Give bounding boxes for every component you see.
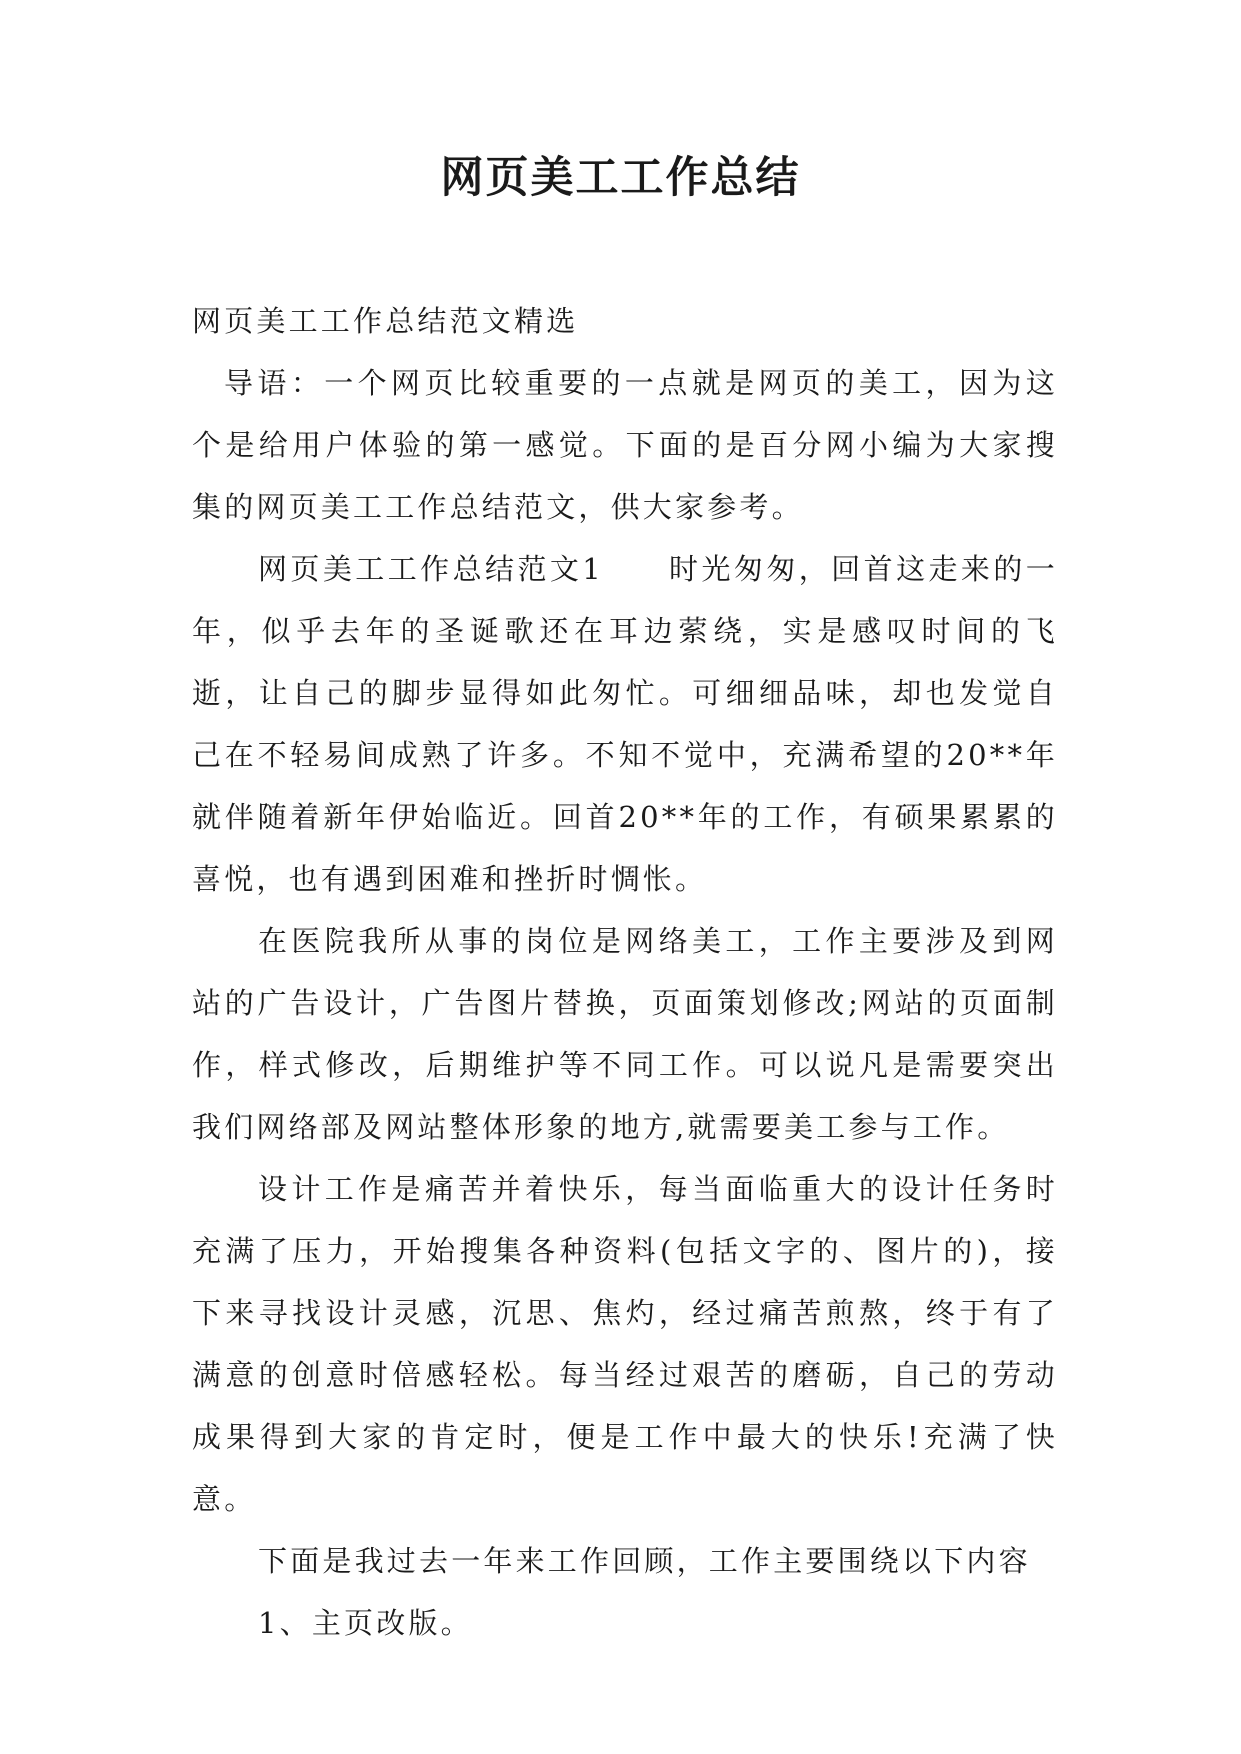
- document-title: 网页美工工作总结: [440, 153, 801, 203]
- document-body: [192, 290, 1058, 1654]
- paragraph-design-work: 设计工作是痛苦并着快乐，每当面临重大的设计任务时充满了压力，开始搜集各种资料(包括文字的、图片的)，接下来寻找设计灵感，沉思、焦灼，经过痛苦煎熬，终于有了满意的创意时倍感轻松。每当经过艰苦的磨砺，自己的劳动成果得到大家的肯定时，便是工作中最大的快乐!充满了快意。: [192, 1172, 1058, 1516]
- paragraph-review-intro: 下面是我过去一年来工作回顾，工作主要围绕以下内容: [258, 1544, 1031, 1578]
- paragraph-position: 在医院我所从事的岗位是网络美工，工作主要涉及到网站的广告设计，广告图片替换，页面策划修改;网站的页面制作，样式修改，后期维护等不同工作。可以说凡是需要突出我们网络部及网站整体形象的地方,就需要美工参与工作。: [192, 924, 1058, 1144]
- paragraph-intro: 导语：一个网页比较重要的一点就是网页的美工，因为这个是给用户体验的第一感觉。下面的是百分网小编为大家搜集的网页美工工作总结范文，供大家参考。: [192, 366, 1058, 524]
- list-item-homepage-redesign: 1、主页改版。: [258, 1606, 473, 1640]
- paragraph-sample-1: 网页美工工作总结范文1 时光匆匆，回首这走来的一年，似乎去年的圣诞歌还在耳边萦绕，实是感叹时间的飞逝，让自己的脚步显得如此匆忙。可细细品味，却也发觉自己在不轻易间成熟了许多。不知不觉中，充满希望的20**年就伴随着新年伊始临近。回首20**年的工作，有硕果累累的喜悦，也有遇到困难和挫折时惆怅。: [192, 552, 1058, 896]
- document-subtitle: 网页美工工作总结范文精选: [192, 304, 579, 338]
